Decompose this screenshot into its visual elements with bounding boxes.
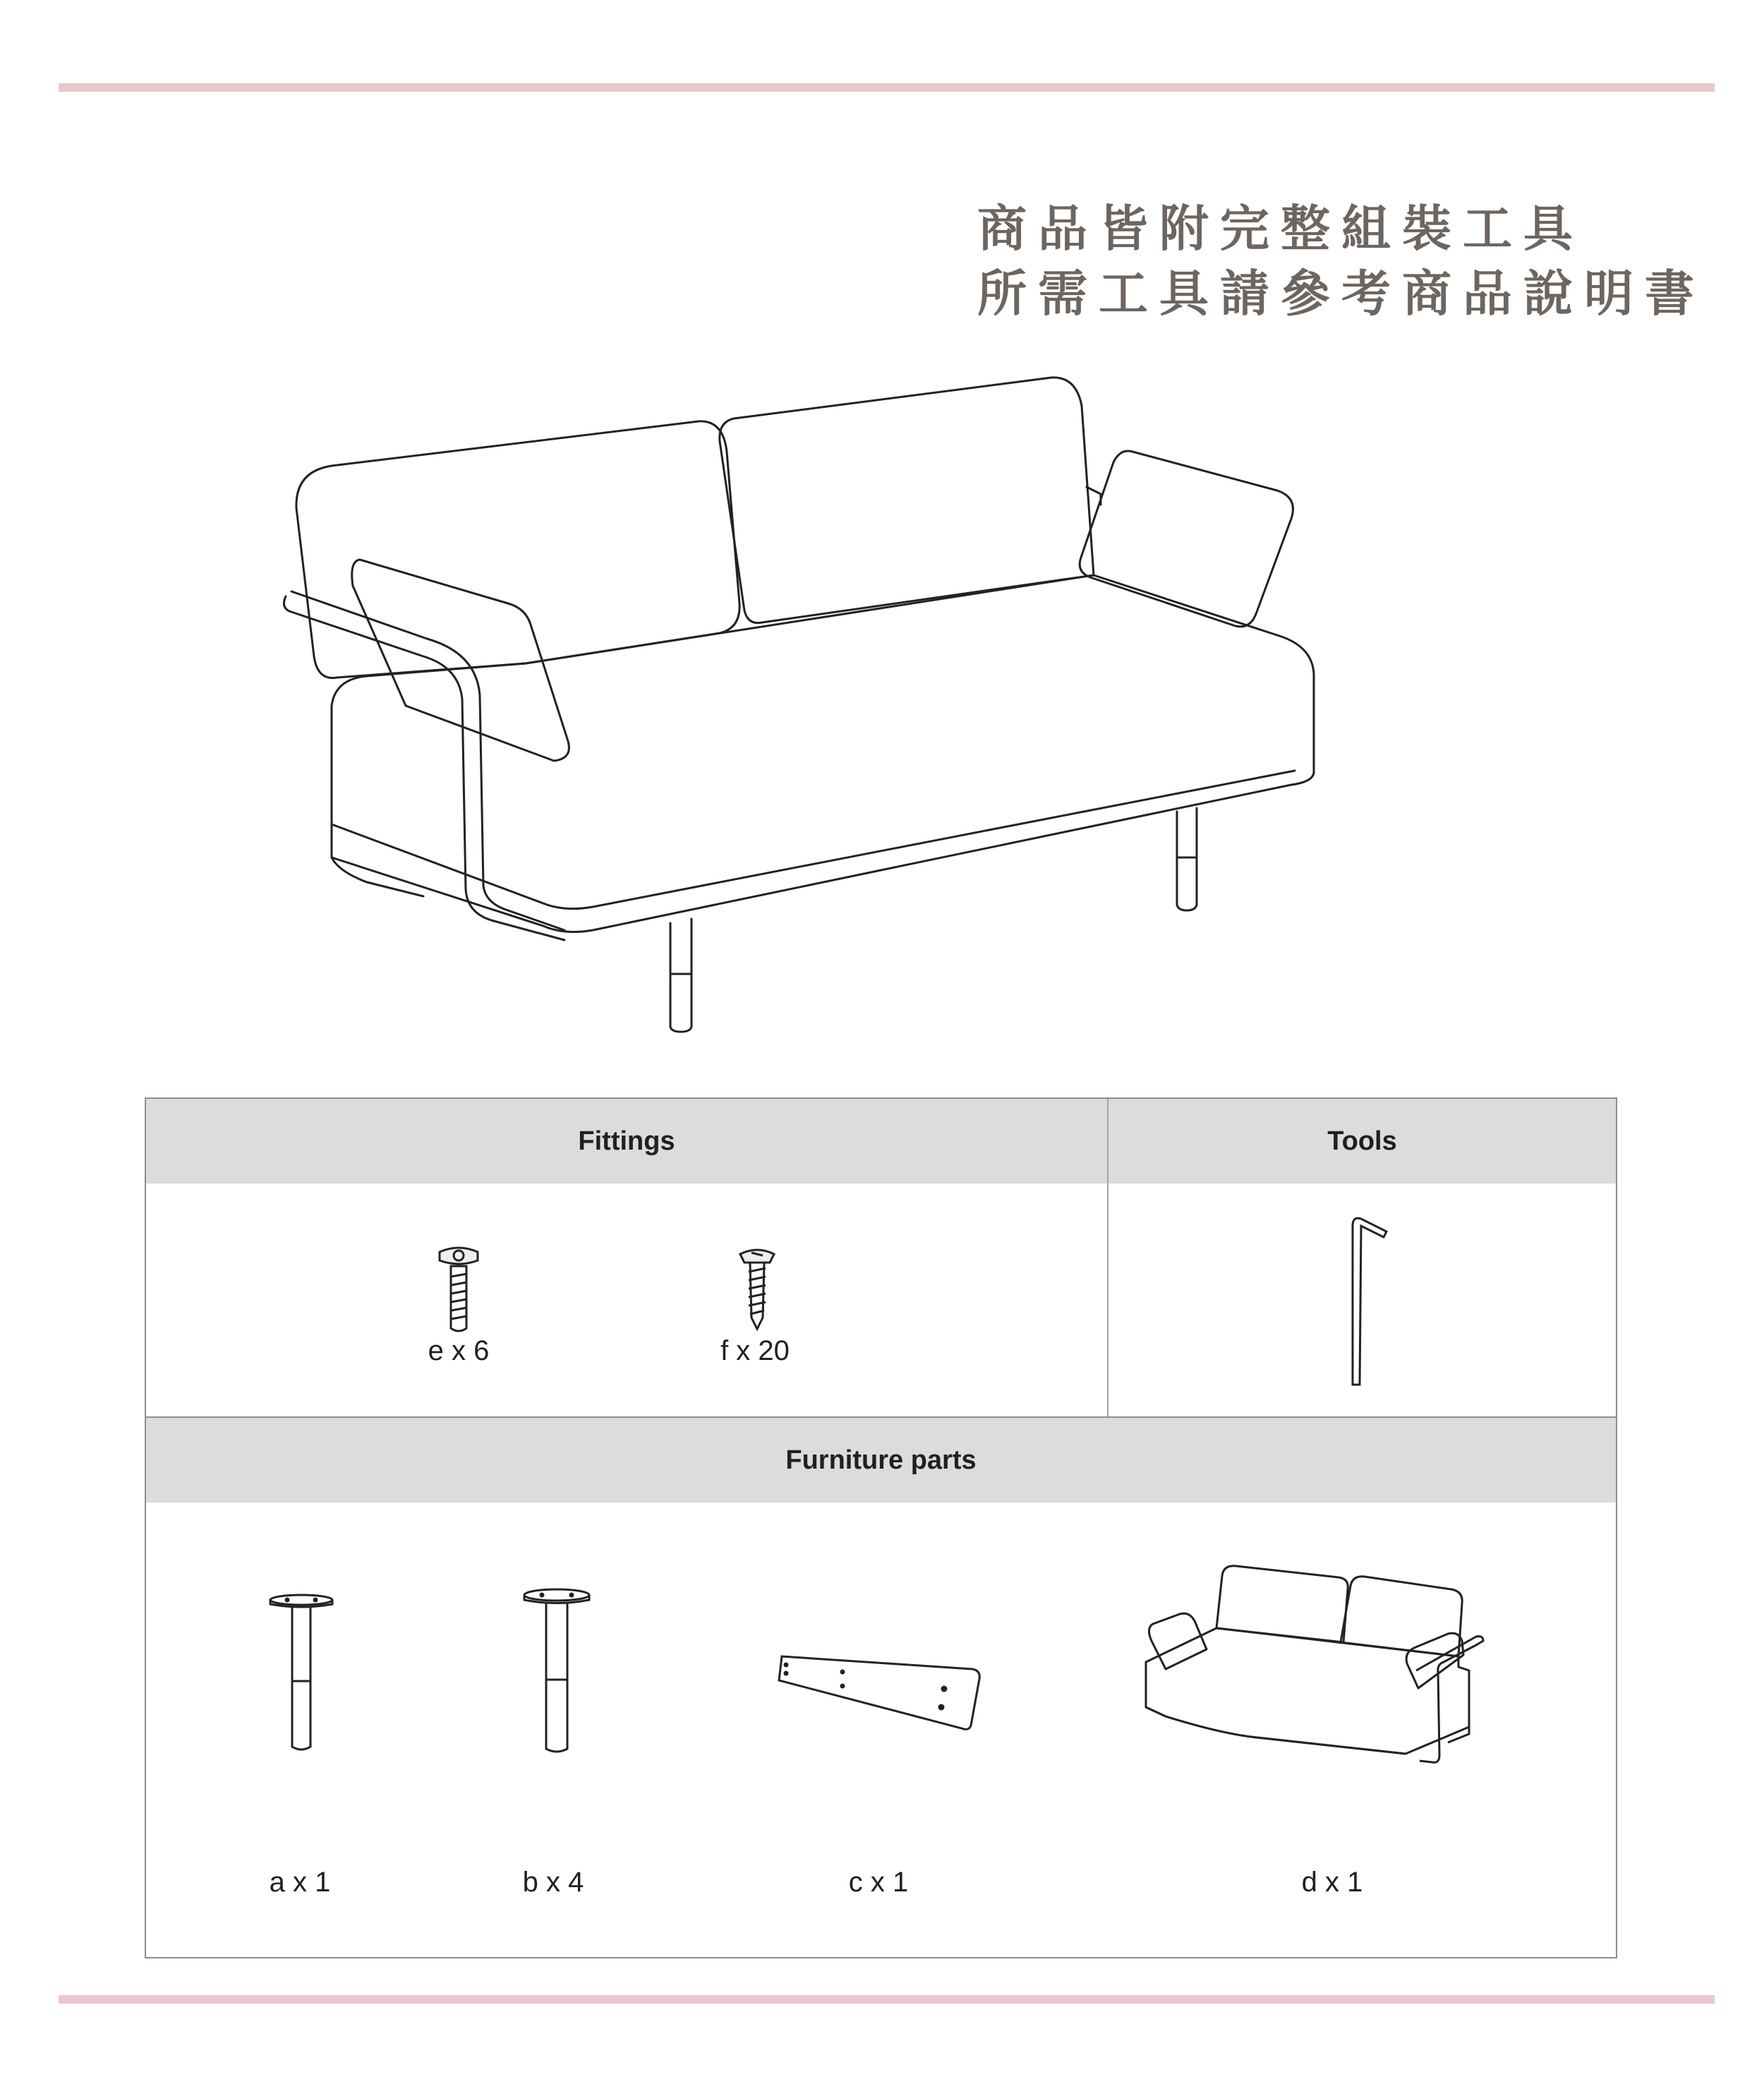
hex-bolt-icon (434, 1245, 483, 1337)
support-board-icon (776, 1649, 988, 1734)
furniture-parts-header: Furniture parts (146, 1418, 1616, 1503)
fittings-header: Fittings (146, 1099, 1107, 1184)
allen-key-icon (1337, 1212, 1394, 1388)
top-accent-rule (59, 83, 1715, 92)
heading-line-2: 所需工具請參考商品說明書 (977, 265, 1705, 323)
tools-header: Tools (1108, 1099, 1616, 1184)
column-divider (1107, 1099, 1108, 1418)
wood-screw-icon (736, 1247, 778, 1332)
heading-line-1: 商品皆附完整組裝工具 (977, 200, 1584, 258)
sofa-assembled-illustration (268, 367, 1355, 1044)
sofa-frame-icon (1137, 1558, 1504, 1769)
bottom-accent-rule (59, 1995, 1715, 2004)
part-label-c: c x 1 (848, 1867, 909, 1898)
sofa-leg-icon (262, 1593, 340, 1755)
parts-table (145, 1097, 1617, 1958)
part-label-d: d x 1 (1301, 1867, 1363, 1898)
part-label-b: b x 4 (522, 1867, 584, 1898)
fitting-label-f: f x 20 (720, 1335, 790, 1366)
sofa-leg-icon (518, 1588, 596, 1757)
fitting-label-e: e x 6 (428, 1335, 490, 1366)
part-label-a: a x 1 (269, 1867, 331, 1898)
